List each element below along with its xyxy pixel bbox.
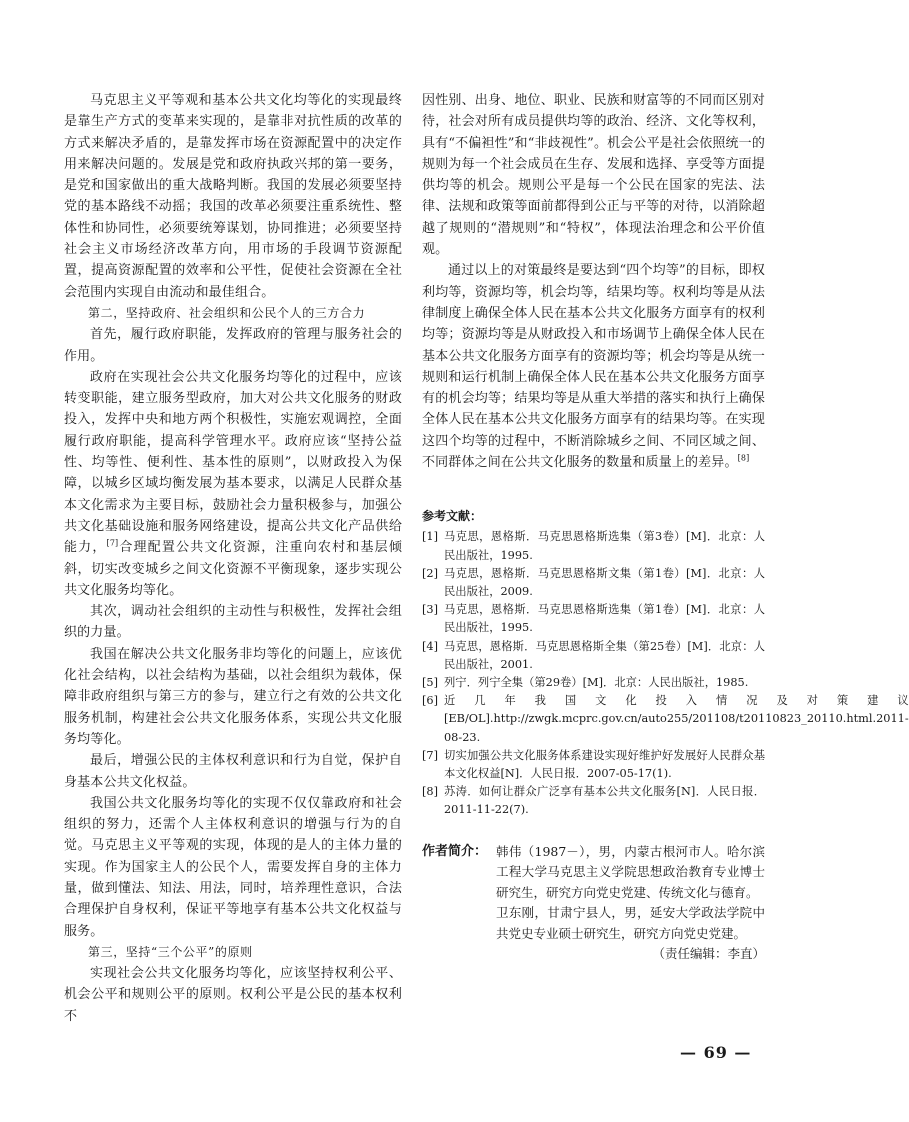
reference-text: 近几年我国文化投入情况及对策建议[EB/OL].http://zwgk.mcprc.gov.cn/auto255/201108/t20110823_20110.html.2011-08-23. (444, 694, 909, 744)
author-label: 作者简介： (422, 843, 488, 859)
author-body (496, 842, 765, 945)
reference-number: [6] (422, 694, 439, 708)
body-paragraph: 其次，调动社会组织的主动性与积极性，发挥社会组织的力量。 (64, 604, 402, 641)
reference-item (422, 747, 765, 783)
section-heading: 第三，坚持“三个公平”的原则 (88, 944, 253, 959)
body-paragraph: 马克思主义平等观和基本公共文化均等化的实现最终是靠生产方式的变革来实现的，是靠非对抗性质的改革的方式来解决矛盾的，是靠发挥市场在资源配置中的决定作用来解决问题的。发展是党和政府执政兴邦的第一要务，是党和国家做出的重大战略判断。我国的发展必须要坚持党的基本路线不动摇；我国的改革必须要注重系统性、整体性和协同性，必须要统筹谋划，协同推进；必须要坚持社会主义市场经济改革方向，用市场的手段调节资源配置，提高资源配置的效率和公平性，促使社会资源在全社会范围内实现自由流动和最佳组合。 (64, 93, 402, 300)
left-column (64, 90, 402, 1027)
reference-number: [5] (422, 675, 439, 689)
reference-item (422, 565, 765, 601)
right-column (422, 90, 909, 965)
reference-number: [8] (422, 785, 439, 799)
body-paragraph: 实现社会公共文化服务均等化，应该坚持权利公平、机会公平和规则公平的原则。权利公平是公民的基本权利不 (64, 966, 402, 1024)
author-info (422, 842, 765, 945)
reference-text: 列宁．列宁全集（第29卷）[M]．北京：人民出版社，1985. (444, 675, 749, 689)
author-bio: 卫东刚，甘肃宁县人，男，延安大学政法学院中共党史专业硕士研究生，研究方向党史党建。 (496, 905, 765, 941)
page-number: — 69 — (680, 1043, 752, 1062)
reference-item (422, 674, 765, 692)
body-paragraph: 最后，增强公民的主体权利意识和行为自觉，保护自身基本公共文化权益。 (64, 753, 402, 790)
reference-text: 马克思，恩格斯．马克思恩格斯文集（第1卷）[M]．北京：人民出版社，2009. (444, 566, 765, 598)
reference-text: 切实加强公共文化服务体系建设实现好维护好发展好人民群众基本文化权益[N]．人民日报．2007-05-17(1). (444, 748, 765, 780)
section-heading: 第二，坚持政府、社会组织和公民个人的三方合力 (88, 305, 366, 320)
reference-number: [4] (422, 639, 439, 653)
reference-number: [2] (422, 566, 439, 580)
reference-text: 马克思，恩格斯．马克思恩格斯选集（第1卷）[M]．北京：人民出版社，1995. (444, 603, 765, 635)
body-paragraph: 首先，履行政府职能，发挥政府的管理与服务社会的作用。 (64, 327, 402, 364)
author-bio: 韩伟（1987－），男，内蒙古根河市人。哈尔滨工程大学马克思主义学院思想政治教育专业博士研究生，研究方向党史党建、传统文化与德育。 (496, 843, 765, 900)
reference-item (422, 601, 765, 637)
editor-note: （责任编辑：李直） (652, 946, 765, 962)
citation-mark: [7] (106, 538, 119, 548)
body-paragraph (422, 260, 765, 473)
reference-number: [7] (422, 748, 439, 762)
references-list (422, 528, 909, 819)
body-paragraph: 因性别、出身、地位、职业、民族和财富等的不同而区别对待，社会对所有成员提供均等的政治、经济、文化等权利，具有“不偏袒性”和“非歧视性”。机会公平是社会依照统一的规则为每一个社会成员在生存、发展和选择、享受等方面提供均等的机会。规则公平是每一个公民在国家的宪法、法律、法规和政策等面前都得到公正与平等的对待，以消除超越了规则的“潜规则”和“特权”，体现法治理念和公平价值观。 (422, 93, 765, 258)
reference-text: 马克思，恩格斯．马克思恩格斯选集（第3卷）[M]．北京：人民出版社，1995. (444, 530, 765, 562)
paragraph-text: 合理配置公共文化资源，注重向农村和基层倾斜，切实改变城乡之间文化资源不平衡现象，逐步实现公共文化服务均等化。 (64, 540, 402, 598)
reference-number: [1] (422, 530, 439, 544)
reference-text: 苏涛．如何让群众广泛享有基本公共文化服务[N]．人民日报．2011-11-22(7). (444, 785, 765, 817)
reference-item (422, 783, 765, 819)
body-paragraph (64, 367, 402, 601)
reference-item (422, 692, 909, 747)
reference-item (422, 528, 765, 564)
reference-number: [3] (422, 603, 439, 617)
reference-text: 马克思，恩格斯．马克思恩格斯全集（第25卷）[M]．北京：人民出版社，2001. (444, 639, 765, 671)
paragraph-text: 通过以上的对策最终是要达到“四个均等”的目标，即权利均等，资源均等，机会均等，结果均等。权利均等是从法律制度上确保全体人民在基本公共文化服务方面享有的权利均等；资源均等是从财政投入和市场调节上确保全体人民在基本公共文化服务方面享有的资源均等；机会均等是从统一规则和运行机制上确保全体人民在基本公共文化服务方面享有的机会均等；结果均等是从重大举措的落实和执行上确保全体人民在基本公共文化服务方面享有的结果均等。在实现这四个均等的过程中，不断消除城乡之间、不同区域之间、不同群体之间在公共文化服务的数量和质量上的差异。 (422, 263, 765, 471)
body-paragraph: 我国公共文化服务均等化的实现不仅仅靠政府和社会组织的努力，还需个人主体权利意识的增强与行为的自觉。马克思主义平等观的实现，体现的是人的主体力量的实现。作为国家主人的公民个人，需要发挥自身的主体力量，做到懂法、知法、用法，同时，培养理性意识，合法合理保护自身权利，保证平等地享有基本公共文化权益与服务。 (64, 795, 402, 939)
citation-mark: [8] (737, 453, 750, 463)
reference-item (422, 638, 765, 674)
references-title: 参考文献： (422, 509, 483, 524)
paragraph-text: 政府在实现社会公共文化服务均等化的过程中，应该转变职能，建立服务型政府，加大对公共文化服务的财政投入，发挥中央和地方两个积极性，实施宏观调控，全面履行政府职能，提高科学管理水平。政府应该“坚持公益性、均等性、便利性、基本性的原则”，以财政投入为保障，以城乡区域均衡发展为基本要求，以满足人民群众基本文化需求为主要目标，鼓励社会力量积极参与，加强公共文化基础设施和服务网络建设，提高公共文化产品供给能力， (64, 369, 402, 556)
body-paragraph: 我国在解决公共文化服务非均等化的问题上，应该优化社会结构，以社会结构为基础，以社会组织为载体，保障非政府组织与第三方的参与，建立行之有效的公共文化服务机制，构建社会公共文化服务体系，实现公共文化服务均等化。 (64, 646, 402, 747)
